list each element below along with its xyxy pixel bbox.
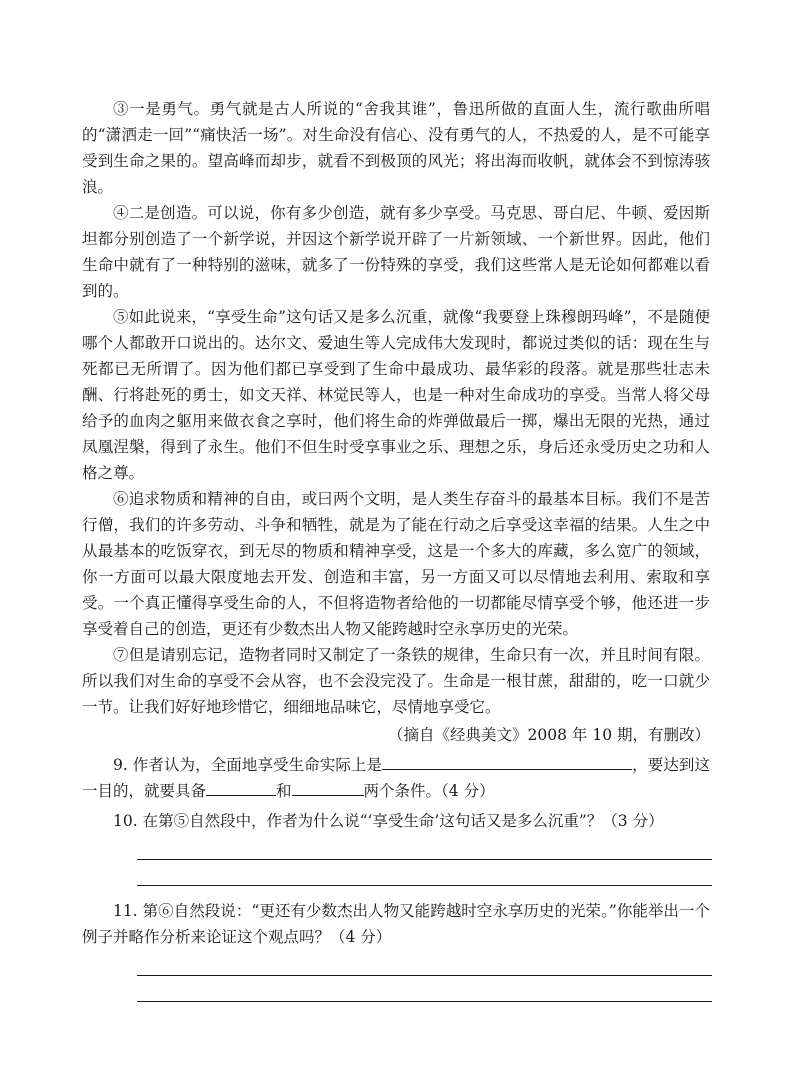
- spacer: [82, 886, 710, 894]
- q9-blank-2[interactable]: [206, 779, 276, 796]
- question-9: [82, 752, 710, 804]
- q11-answer-line-2[interactable]: [137, 976, 712, 1002]
- q9-blank-1[interactable]: [382, 753, 632, 770]
- question-11: 11. 第⑥自然段说：“更还有少数杰出人物又能跨越时空永享历史的光荣。”你能举出一个例子并略作分析来论证这个观点吗？（4 分）: [82, 902, 710, 946]
- q11-answer-line-1[interactable]: [137, 950, 712, 976]
- q9-text-4: 两个条件。（4 分）: [363, 782, 495, 800]
- q10-answer-line-1[interactable]: [137, 834, 712, 860]
- q9-blank-3[interactable]: [292, 779, 364, 796]
- paragraph-4: ④二是创造。可以说，你有多少创造，就有多少享受。马克思、哥白尼、牛顿、爱因斯坦都分别创造了一个新学说，并因这个新学说开辟了一片新领域、一个新世界。因此，他们生命中就有了一种特别的滋味，就多了一份特殊的享受，我们这些常人是无论如何都难以看到的。: [82, 204, 710, 300]
- paragraph-3: ③一是勇气。勇气就是古人所说的“舍我其谁”，鲁迅所做的直面人生，流行歌曲所唱的“潇洒走一回”“痛快活一场”。对生命没有信心、没有勇气的人，不热爱的人，是不可能享受到生命之果的。望高峰而却步，就看不到极顶的风光；将出海而收帆，就体会不到惊涛骇浪。: [82, 100, 710, 196]
- question-10: 10. 在第⑤自然段中，作者为什么说“‘享受生命’这句话又是多么沉重”？（3 分）: [113, 812, 664, 830]
- paragraph-7: ⑦但是请别忘记，造物者同时又制定了一条铁的规律，生命只有一次，并且时间有限。所以我们对生命的享受不会从容，也不会没完没了。生命是一根甘蔗，甜甜的，吃一口就少一节。让我们好好地珍惜它，细细地品味它，尽情地享受它。: [82, 646, 710, 716]
- q10-answer-line-2[interactable]: [137, 860, 712, 886]
- source-citation: （摘自《经典美文》2008 年 10 期，有删改）: [388, 726, 710, 744]
- paragraph-5: ⑤如此说来，“享受生命”这句话又是多么沉重，就像“我要登上珠穆朗玛峰”，不是随便哪个人都敢开口说出的。达尔文、爱迪生等人完成伟大发现时，都说过类似的话：现在生与死都已无所谓了。因为他们都已享受到了生命中最成功、最华彩的段落。就是那些壮志未酬、行将赴死的勇士，如文天祥、林觉民等人，也是一种对生命成功的享受。当常人将父母给予的血肉之躯用来做衣食之享时，他们将生命的炸弹做最后一掷，爆出无限的光热，通过凤凰涅槃，得到了永生。他们不但生时受享事业之乐、理想之乐，身后还永受历史之功和人格之尊。: [82, 308, 710, 482]
- paragraph-6: ⑥追求物质和精神的自由，或曰两个文明，是人类生存奋斗的最基本目标。我们不是苦行僧，我们的许多劳动、斗争和牺牲，就是为了能在行动之后享受这幸福的结果。人生之中从最基本的吃饭穿衣，到无尽的物质和精神享受，这是一个多大的库藏，多么宽广的领域，你一方面可以最大限度地去开发、创造和丰富，另一方面又可以尽情地去利用、索取和享受。一个真正懂得享受生命的人，不但将造物者给他的一切都能尽情享受个够，他还进一步享受着自己的创造，更还有少数杰出人物又能跨越时空永享历史的光荣。: [82, 490, 710, 638]
- q9-text-2: ，要达到这一目的，就要具备: [82, 756, 710, 800]
- q9-text-3: 和: [276, 782, 292, 800]
- q9-text-1: 9. 作者认为，全面地享受生命实际上是: [113, 756, 383, 774]
